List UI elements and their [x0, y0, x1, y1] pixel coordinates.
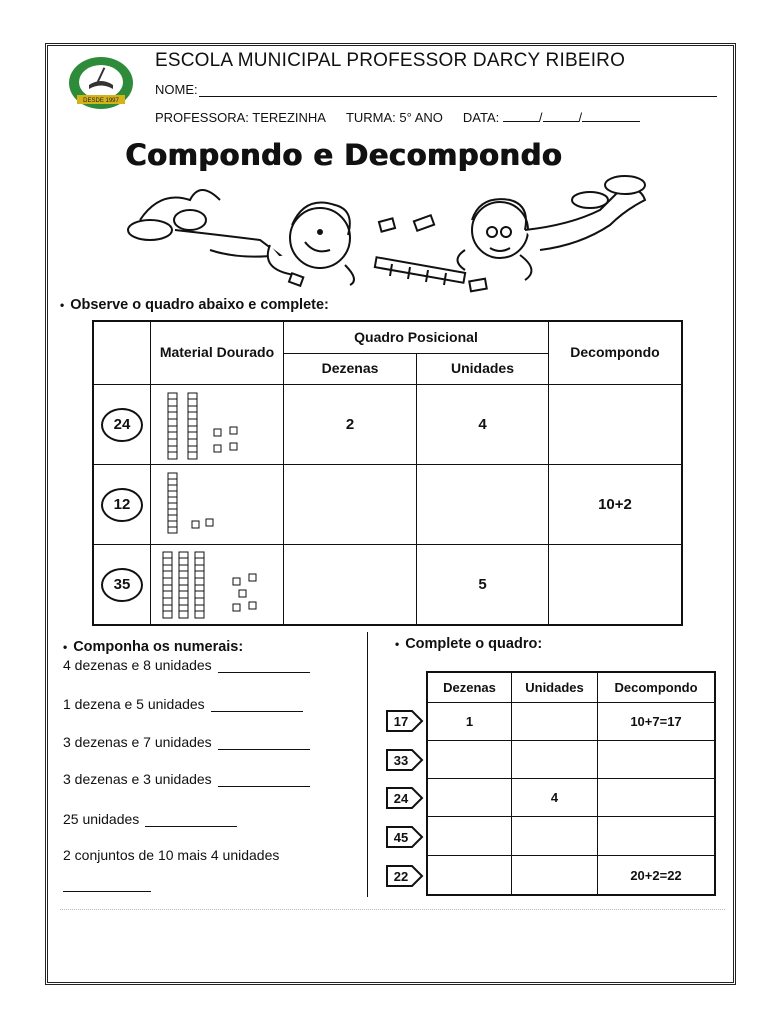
teacher-label: PROFESSORA: TEREZINHA	[155, 110, 326, 125]
dezenas-cell[interactable]	[284, 465, 417, 545]
header-material: Material Dourado	[151, 322, 284, 385]
ten-rod	[188, 393, 197, 459]
name-blank[interactable]	[199, 83, 717, 97]
ten-rod	[168, 473, 177, 533]
complete-table	[426, 671, 716, 896]
header-quadro: Quadro Posicional	[284, 322, 549, 354]
small-dezenas-cell[interactable]	[428, 856, 512, 894]
material-cell	[151, 465, 284, 545]
ten-rod	[168, 393, 177, 459]
date-month-blank[interactable]	[543, 110, 579, 122]
unidades-cell[interactable]: 4	[417, 385, 549, 465]
row-number-cell	[94, 545, 151, 624]
number-pentagon	[384, 747, 424, 773]
base-ten-blocks	[159, 548, 275, 622]
date-year-blank[interactable]	[582, 110, 640, 122]
compose-answer-blank[interactable]	[211, 700, 303, 712]
compose-item	[63, 696, 303, 712]
number-circle: 24	[101, 408, 143, 442]
small-dezenas-cell[interactable]	[428, 741, 512, 779]
section1-instruction: • Observe o quadro abaixo e complete:	[60, 297, 329, 313]
small-header-unidades: Unidades	[512, 673, 598, 703]
date-sep-1: /	[538, 110, 543, 125]
compose-item	[63, 734, 310, 750]
small-unidades-cell[interactable]	[512, 817, 598, 856]
pentagon-number: 17	[393, 713, 409, 729]
compose-item-text: 4 dezenas e 8 unidades	[63, 657, 212, 673]
info-row	[155, 110, 640, 125]
compose-item-text: 3 dezenas e 7 unidades	[63, 734, 212, 750]
class-label: TURMA: 5° ANO	[345, 110, 443, 125]
positional-table	[92, 320, 683, 626]
material-cell	[151, 545, 284, 624]
decompondo-cell[interactable]	[549, 385, 681, 465]
worksheet-title: Compondo e Decompondo	[125, 138, 562, 172]
small-unidades-cell[interactable]	[512, 856, 598, 894]
small-unidades-cell[interactable]	[512, 703, 598, 741]
small-decompondo-cell[interactable]: 10+7=17	[598, 703, 714, 741]
name-label: NOME:	[155, 82, 198, 97]
date-label: DATA:	[462, 110, 500, 125]
compose-item	[63, 847, 279, 863]
small-decompondo-cell[interactable]: 20+2=22	[630, 867, 682, 883]
date-sep-2: /	[578, 110, 583, 125]
small-unidades-cell[interactable]: 4	[512, 779, 598, 817]
row-number-cell	[94, 385, 151, 465]
decompondo-cell[interactable]	[549, 545, 681, 624]
material-cell	[151, 385, 284, 465]
bottom-rule	[60, 909, 725, 910]
pentagon-number: 45	[393, 829, 409, 845]
compose-item-text: 1 dezena e 5 unidades	[63, 696, 205, 712]
compose-item-text: 3 dezenas e 3 unidades	[63, 771, 212, 787]
small-dezenas-cell[interactable]: 1	[428, 703, 512, 741]
name-line	[155, 82, 717, 97]
ten-rod	[163, 552, 172, 618]
header-dezenas: Dezenas	[284, 354, 417, 385]
header-unidades: Unidades	[417, 354, 549, 385]
section2-instruction: • Componha os numerais:	[63, 639, 243, 655]
small-decompondo-cell[interactable]	[598, 817, 714, 856]
number-pentagon	[384, 824, 424, 850]
section-divider	[367, 632, 368, 897]
number-pentagon	[384, 863, 424, 889]
small-unidades-cell[interactable]	[512, 741, 598, 779]
compose-item	[63, 771, 310, 787]
small-dezenas-cell[interactable]	[428, 779, 512, 817]
school-logo	[67, 55, 135, 111]
pentagon-number: 33	[393, 752, 409, 768]
compose-answer-blank[interactable]	[218, 661, 310, 673]
table-corner-cell	[94, 322, 151, 385]
date-day-blank[interactable]	[503, 110, 539, 122]
number-circle: 12	[101, 488, 143, 522]
compose-item	[63, 880, 151, 892]
pentagon-number: 24	[393, 790, 409, 806]
compose-answer-blank[interactable]	[63, 880, 151, 892]
number-circle: 35	[101, 568, 143, 602]
unidades-cell[interactable]: 5	[417, 545, 549, 624]
compose-answer-blank[interactable]	[145, 815, 237, 827]
dezenas-cell[interactable]: 2	[284, 385, 417, 465]
ten-rod	[179, 552, 188, 618]
small-decompondo-cell[interactable]	[598, 779, 714, 817]
compose-answer-blank[interactable]	[218, 775, 310, 787]
compose-item-text: 2 conjuntos de 10 mais 4 unidades	[63, 847, 280, 863]
base-ten-blocks	[162, 389, 272, 461]
compose-item-text: 25 unidades	[63, 811, 140, 827]
small-dezenas-cell[interactable]	[428, 817, 512, 856]
compose-item	[63, 811, 237, 827]
compose-item	[63, 657, 310, 673]
small-decompondo-cell[interactable]	[598, 741, 714, 779]
number-pentagon	[384, 708, 424, 734]
header-decompondo: Decompondo	[549, 322, 681, 385]
school-title: ESCOLA MUNICIPAL PROFESSOR DARCY RIBEIRO	[155, 50, 626, 71]
logo-banner-text: DESDE 1997	[83, 98, 119, 104]
pentagon-number: 22	[393, 868, 409, 884]
kids-illustration	[120, 170, 660, 300]
small-header-decompondo: Decompondo	[598, 673, 714, 703]
row-number-cell	[94, 465, 151, 545]
decompondo-cell[interactable]: 10+2	[549, 465, 681, 545]
section3-instruction: • Complete o quadro:	[395, 636, 542, 652]
small-header-dezenas: Dezenas	[428, 673, 512, 703]
compose-answer-blank[interactable]	[218, 738, 310, 750]
dezenas-cell[interactable]	[284, 545, 417, 624]
base-ten-blocks	[162, 469, 272, 541]
date-field	[463, 110, 640, 125]
ten-rod	[195, 552, 204, 618]
number-pentagon	[384, 785, 424, 811]
unidades-cell[interactable]	[417, 465, 549, 545]
